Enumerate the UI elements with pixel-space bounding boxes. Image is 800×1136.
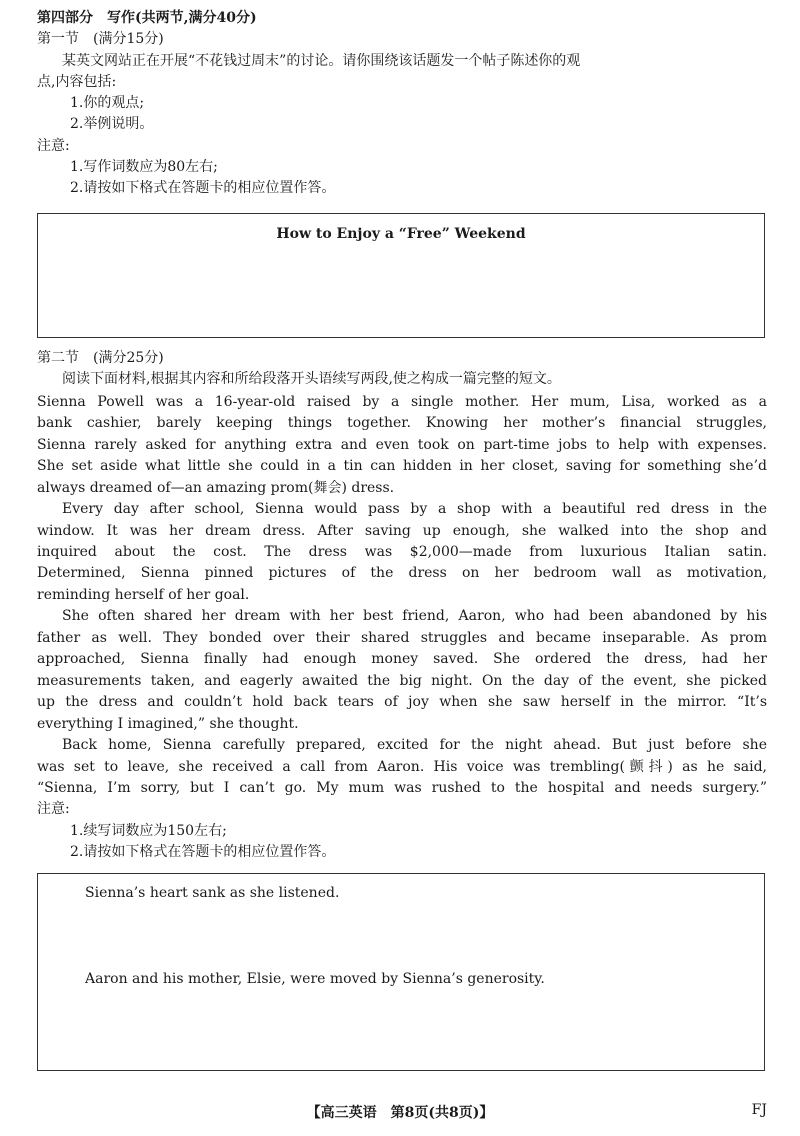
part-heading: 第四部分 写作(共两节,满分40分): [37, 10, 257, 26]
section1-title: 第一节 (满分15分): [37, 31, 164, 47]
passage-line: bank cashier, barely keeping things together. Knowing her mother’s financial struggles,: [37, 415, 767, 431]
passage-line: Back home, Sienna carefully prepared, excited for the night ahead. But just before she: [62, 737, 767, 753]
section1-prompt-line-2: 点,内容包括:: [37, 74, 117, 90]
passage-line: father as well. They bonded over their shared struggles and became inseparable. As prom: [37, 630, 767, 646]
passage-line: everything I imagined,” she thought.: [37, 716, 299, 732]
answer-box-1: [37, 213, 765, 338]
section2-note-label: 注意:: [37, 801, 70, 817]
passage-line: She set aside what little she could in a tin can hidden in her closet, saving for something she’d: [37, 458, 767, 474]
section1-note-label: 注意:: [37, 138, 70, 154]
passage-line: “Sienna, I’m sorry, but I can’t go. My mum was rushed to the hospital and needs surgery.”: [37, 780, 767, 796]
passage-line: Determined, Sienna pinned pictures of the dress on her bedroom wall as motivation,: [37, 565, 767, 581]
passage-line: inquired about the cost. The dress was $2,000—made from luxurious Italian satin.: [37, 544, 767, 560]
section2-note-1: 1.续写词数应为150左右;: [70, 823, 227, 839]
section1-note-1: 1.写作词数应为80左右;: [70, 159, 218, 175]
continuation-opening-1: Sienna’s heart sank as she listened.: [85, 885, 340, 901]
continuation-opening-2: Aaron and his mother, Elsie, were moved by Sienna’s generosity.: [85, 971, 545, 987]
passage-line: Every day after school, Sienna would pass by a shop with a beautiful red dress in the: [62, 501, 767, 517]
passage-line: Sienna Powell was a 16-year-old raised by a single mother. Her mum, Lisa, worked as a: [37, 394, 767, 410]
footer-code: FJ: [751, 1102, 767, 1118]
section1-item-1: 1.你的观点;: [70, 95, 145, 111]
section1-note-2: 2.请按如下格式在答题卡的相应位置作答。: [70, 180, 336, 196]
section2-instruction: 阅读下面材料,根据其内容和所给段落开头语续写两段,使之构成一篇完整的短文。: [62, 371, 561, 387]
answer-box-2: [37, 873, 765, 1071]
section1-item-2: 2.举例说明。: [70, 116, 154, 132]
answer-box-1-title: How to Enjoy a “Free” Weekend: [276, 226, 526, 242]
passage-line: approached, Sienna finally had enough money saved. She ordered the dress, had her: [37, 651, 767, 667]
page-footer: 【高三英语 第8页(共8页)】: [306, 1105, 494, 1121]
passage-line: She often shared her dream with her best friend, Aaron, who had been abandoned by his: [62, 608, 767, 624]
passage-line: was set to leave, she received a call from Aaron. His voice was trembling(颤抖) as he said,: [37, 759, 767, 775]
passage-line: reminding herself of her goal.: [37, 587, 250, 603]
section2-title: 第二节 (满分25分): [37, 350, 164, 366]
passage-line: Sienna rarely asked for anything extra and even took on part-time jobs to help with expenses.: [37, 437, 767, 453]
passage-line: measurements taken, and eagerly awaited the big night. On the day of the event, she picked: [37, 673, 767, 689]
section2-note-2: 2.请按如下格式在答题卡的相应位置作答。: [70, 844, 336, 860]
passage-line: always dreamed of—an amazing prom(舞会) dress.: [37, 480, 395, 496]
passage-line: window. It was her dream dress. After saving up enough, she walked into the shop and: [37, 523, 767, 539]
passage-line: up the dress and couldn’t hold back tears of joy when she saw herself in the mirror. “It’s: [37, 694, 767, 710]
section1-prompt-line-1: 某英文网站正在开展“不花钱过周末”的讨论。请你围绕该话题发一个帖子陈述你的观: [62, 53, 581, 69]
